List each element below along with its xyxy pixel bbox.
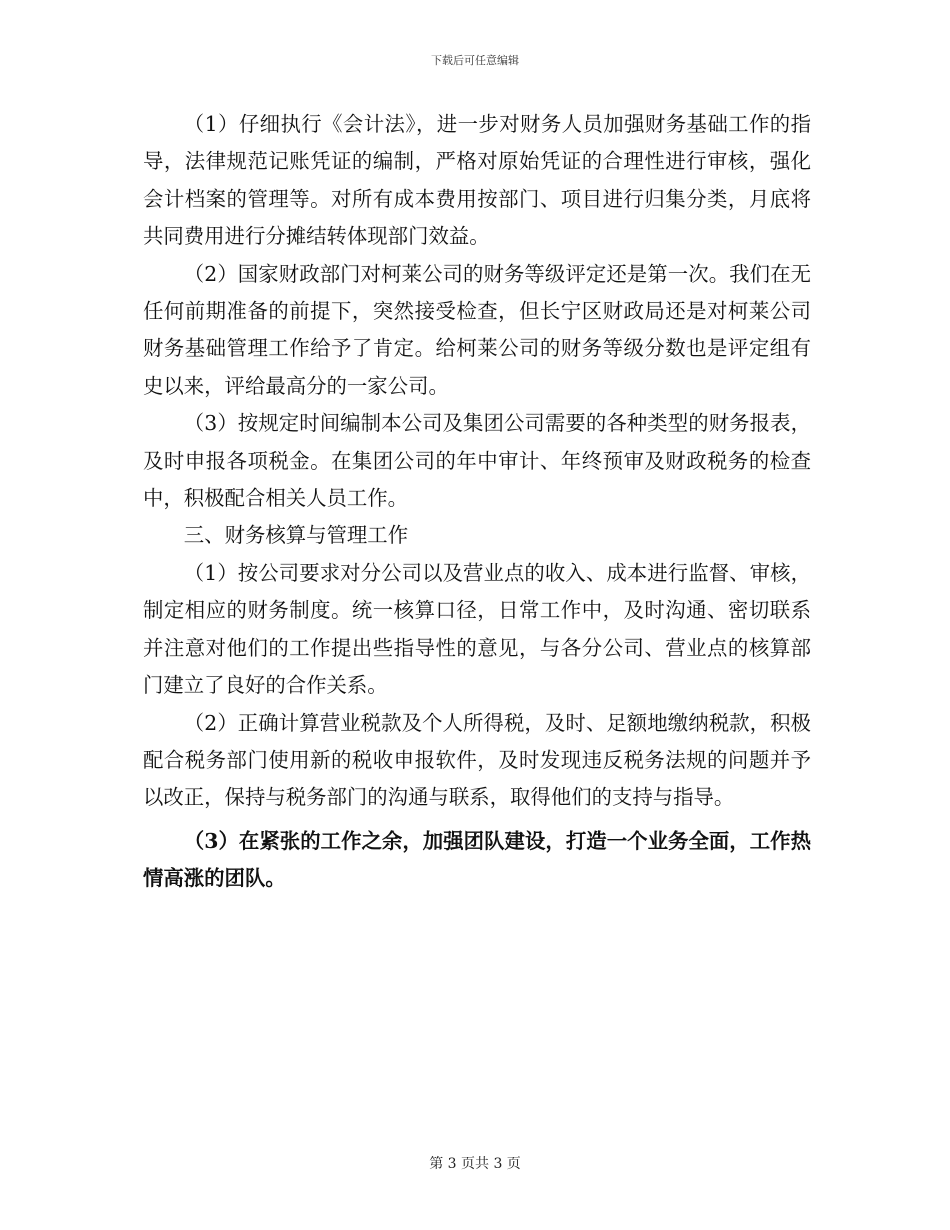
paragraph-5: （2）正确计算营业税款及个人所得税，及时、足额地缴纳税款，积极配合税务部门使用新的税收申报软件，及时发现违反税务法规的问题并予以改正，保持与税务部门的沟通与联系，取得他们的支持与指导。 (143, 710, 811, 810)
paragraph-2: （2）国家财政部门对柯莱公司的财务等级评定还是第一次。我们在无任何前期准备的前提下，突然接受检查，但长宁区财政局还是对柯莱公司财务基础管理工作给予了肯定。给柯莱公司的财务等级分数也是评定组有史以来，评给最高分的一家公司。 (143, 261, 811, 398)
paragraph-1: （1）仔细执行《会计法》，进一步对财务人员加强财务基础工作的指导，法律规范记账凭证的编制，严格对原始凭证的合理性进行审核，强化会计档案的管理等。对所有成本费用按部门、项目进行归集分类，月底将共同费用进行分摊结转体现部门效益。 (143, 112, 811, 249)
page-footer: 第 3 页共 3 页 (429, 1156, 521, 1172)
paragraph-6-bold: （3）在紧张的工作之余，加强团队建设，打造一个业务全面，工作热情高涨的团队。 (143, 828, 811, 891)
paragraph-4: （1）按公司要求对分公司以及营业点的收入、成本进行监督、审核，制定相应的财务制度。统一核算口径，日常工作中，及时沟通、密切联系并注意对他们的工作提出些指导性的意见，与各分公司、营业点的核算部门建立了良好的合作关系。 (143, 560, 811, 698)
page-header: 下载后可任意编辑 (431, 54, 519, 67)
paragraph-3: （3）按规定时间编制本公司及集团公司需要的各种类型的财务报表，及时申报各项税金。在集团公司的年中审计、年终预审及财政税务的检查中，积极配合相关人员工作。 (143, 411, 811, 511)
document-body (143, 106, 811, 898)
section-heading: 三、财务核算与管理工作 (183, 523, 409, 548)
